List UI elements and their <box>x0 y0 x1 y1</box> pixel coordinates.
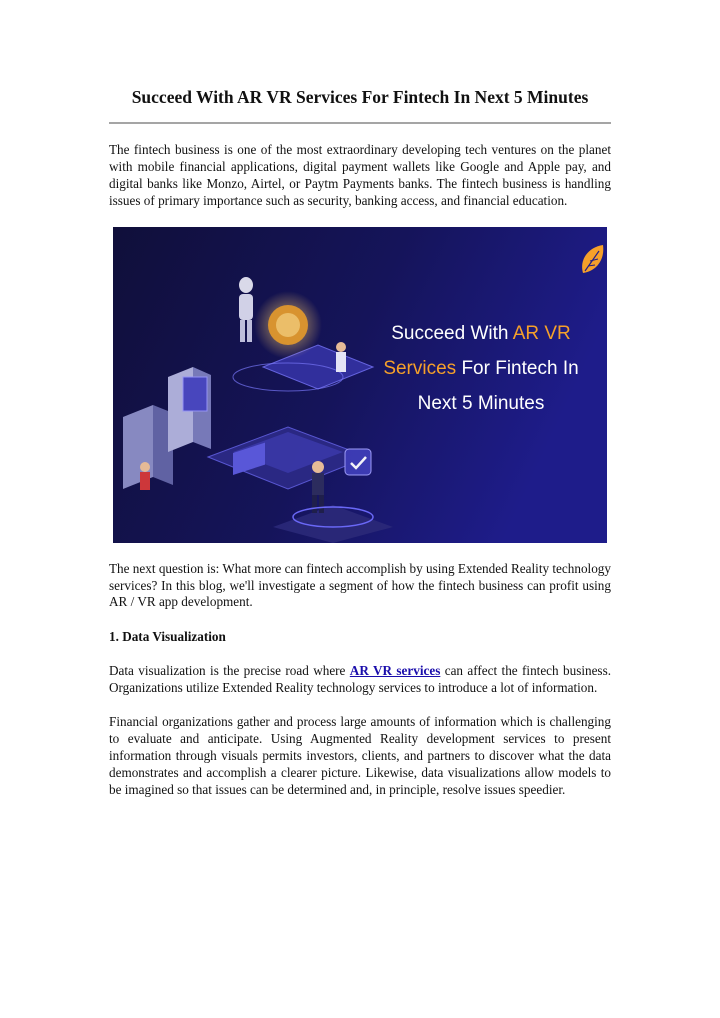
hero-banner-image <box>113 227 607 543</box>
hero-headline-line-1: Succeed With AR VR <box>391 322 571 344</box>
data-visualization-paragraph-2: Financial organizations gather and process large amounts of information which is challenging to evaluate and anticipate. Using Augmented Reality development services to present information through visuals permits investors, clients, and partners to discover what the data demonstrates and accomplish a clearer picture. Likewise, data visualizations allow models to be imagined so that issues can be determined and, in principle, resolve issues speedier. <box>109 714 611 797</box>
hero-headline-line-2: Services For Fintech In <box>383 357 579 379</box>
next-question-paragraph: The next question is: What more can fintech accomplish by using Extended Reality technology services? In this blog, we'll investigate a segment of how the fintech business can profit using AR / VR app development. <box>109 560 611 610</box>
ar-vr-services-link[interactable]: AR VR services <box>349 663 441 679</box>
hero-headline-line-3: Next 5 Minutes <box>417 392 545 414</box>
section-heading-data-visualization: 1. Data Visualization <box>109 629 226 645</box>
document-page <box>109 0 611 799</box>
paragraph-text-before-link: Data visualization is the precise road where <box>109 663 350 679</box>
page-title: Succeed With AR VR Services For Fintech In Next 5 Minutes <box>131 87 589 107</box>
paragraph-text-after-link: can affect the fintech business. Organizations utilize Extended Reality technology services to introduce a lot of information. <box>109 663 611 696</box>
intro-paragraph: The fintech business is one of the most extraordinary developing tech ventures on the planet with mobile financial applications, digital payment wallets like Google and Apple pay, and digital banks like Monzo, Airtel, or Paytm Payments banks. The fintech business is handling issues of primary importance such as security, banking access, and financial education. <box>109 142 611 208</box>
title-divider <box>109 122 611 124</box>
data-visualization-paragraph-1 <box>109 663 611 697</box>
